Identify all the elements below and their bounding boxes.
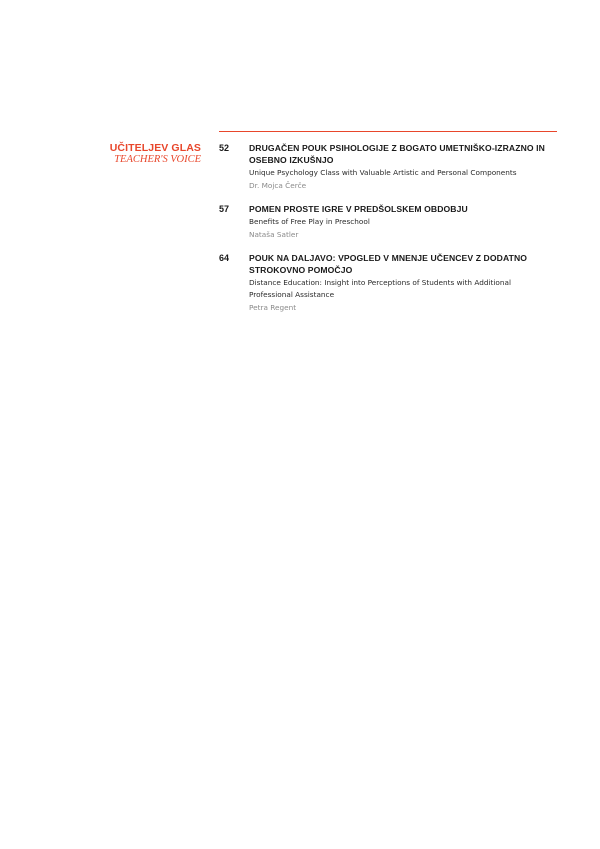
entry-english-title: Unique Psychology Class with Valuable Artistic and Personal Components (249, 168, 517, 177)
toc-entry[interactable] (219, 252, 557, 314)
entry-page-number: 57 (219, 204, 230, 214)
toc-entry[interactable] (219, 142, 557, 192)
entry-author: Nataša Satler (249, 230, 299, 239)
entry-page-number: 64 (219, 253, 230, 263)
entry-english-title: Benefits of Free Play in Preschool (249, 217, 370, 226)
section-title: UČITELJEV GLAS (109, 142, 201, 154)
entry-title: POMEN PROSTE IGRE V PREDŠOLSKEM OBDOBJU (249, 204, 468, 214)
section-subtitle: TEACHER'S VOICE (114, 154, 201, 165)
entry-body (249, 142, 557, 192)
table-of-contents (219, 131, 557, 314)
entry-body (249, 252, 557, 314)
section-heading (100, 142, 201, 166)
entry-page-number: 52 (219, 143, 230, 153)
entry-english-title: Distance Education: Insight into Perceptions of Students with Additional Professional Assistance (249, 278, 511, 299)
entry-author: Petra Regent (249, 303, 297, 312)
entry-body (249, 203, 557, 241)
entry-title: POUK NA DALJAVO: VPOGLED V MNENJE UČENCEV Z DODATNO STROKOVNO POMOČJO (249, 253, 528, 275)
toc-entry[interactable] (219, 203, 557, 241)
entry-title: DRUGAČEN POUK PSIHOLOGIJE Z BOGATO UMETNIŠKO-IZRAZNO IN OSEBNO IZKUŠNJO (249, 143, 545, 165)
entry-author: Dr. Mojca Čerče (249, 181, 307, 190)
